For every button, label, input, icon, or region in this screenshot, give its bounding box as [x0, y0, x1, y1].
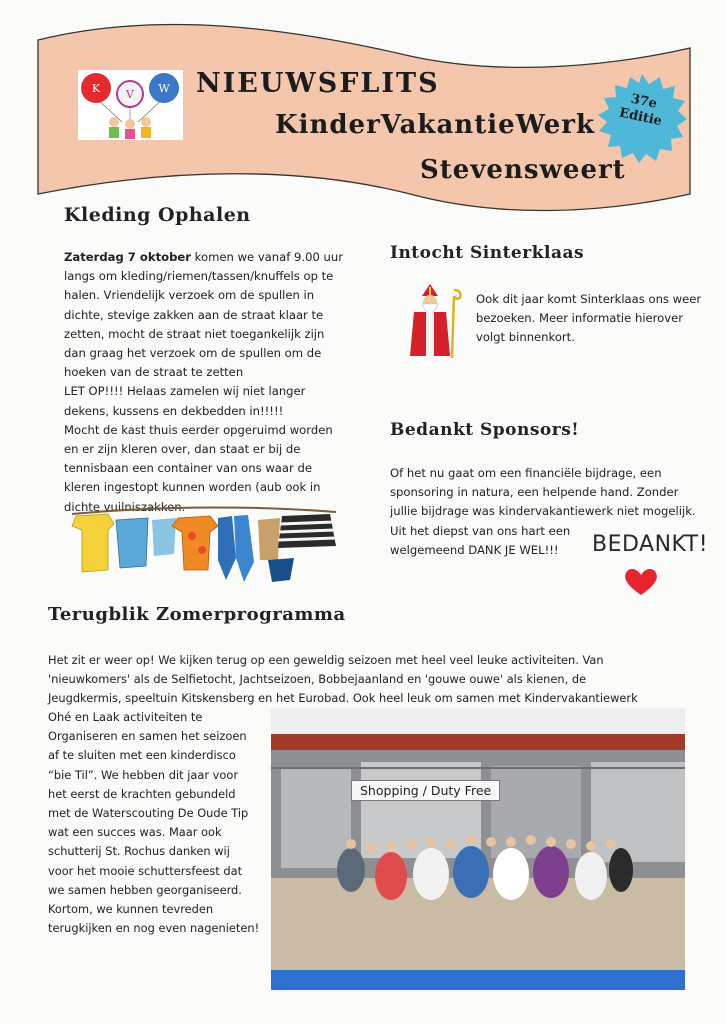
kleding-line: hoeken van de straat te zetten: [64, 365, 244, 380]
kleding-body: [64, 248, 364, 517]
edition-number: 37e: [629, 91, 659, 112]
zomer-column-line: voor het mooie schuttersfeest dat: [48, 863, 243, 878]
zomer-column-line: Organiseren en samen het seizoen: [48, 729, 247, 744]
sponsors-heading: Bedankt Sponsors!: [390, 420, 580, 440]
sinterklaas-line: bezoeken. Meer informatie hierover: [476, 311, 684, 326]
photo-sign: Shopping / Duty Free: [351, 780, 500, 801]
zomer-column-line: Ohé en Laak activiteiten te: [48, 710, 203, 724]
title-nieuwsflits: NIEUWSFLITS: [196, 68, 440, 99]
zomer-intro: [48, 651, 720, 709]
kleding-line: langs om kleding/riemen/tassen/knuffels op te: [64, 269, 334, 284]
zomer-column-line: we samen hebben georganiseerd.: [48, 882, 242, 897]
kleding-line: dan graag het verzoek om de spullen om de: [64, 346, 322, 361]
heart-icon: [622, 566, 660, 596]
kleding-line: halen. Vriendelijk verzoek om de spullen in: [64, 288, 315, 303]
zomer-intro-line: Jeugdkermis, speeltuin Kitskensberg en het Eurobad. Ook heel leuk om samen met Kindervakantiewerk: [48, 691, 638, 706]
zomer-column-line: terugkijken en nog even nagenieten!: [48, 921, 260, 936]
title-kindervakantiewerk: KinderVakantieWerk: [275, 110, 595, 140]
kleding-date: Zaterdag 7 oktober: [64, 250, 191, 264]
kleding-line-text: komen we vanaf 9.00 uur: [190, 250, 343, 264]
kleding-line: dekens, kussens en dekbedden in!!!!!: [64, 403, 284, 418]
sponsors-line: sponsoring in natura, een helpende hand. Zonder: [390, 485, 679, 500]
logo-letter-k: K: [91, 82, 101, 95]
zomer-column-line: met de Waterscouting De Oude Tip: [48, 806, 249, 821]
zomer-column: [48, 708, 270, 938]
kleding-line: dichte vuilniszakken.: [64, 499, 186, 514]
kleding-line: zetten, mocht de straat niet toegankelijk zijn: [64, 326, 325, 341]
logo-letter-w: W: [158, 82, 170, 95]
title-stevensweert: Stevensweert: [420, 155, 626, 185]
logo-letter-v: V: [126, 88, 134, 101]
sinterklaas-body: [476, 290, 716, 348]
bedankt-word: BEDANKT!: [592, 532, 709, 557]
sponsors-line: jullie bijdrage was kindervakantiewerk niet mogelijk.: [390, 504, 696, 519]
sinterklaas-line: Ook dit jaar komt Sinterklaas ons weer: [476, 292, 702, 306]
kleding-line: Mocht de kast thuis eerder opgeruimd worden: [64, 422, 333, 437]
sinterklaas-heading: Intocht Sinterklaas: [390, 243, 585, 263]
kleding-line: LET OP!!!! Helaas zamelen wij niet langer: [64, 384, 306, 399]
zomer-column-line: Kortom, we kunnen tevreden: [48, 902, 214, 917]
sponsors-line: Of het nu gaat om een financiële bijdrage, een: [390, 466, 662, 480]
sponsors-line: welgemeend DANK JE WEL!!!: [390, 542, 559, 557]
sinterklaas-icon: [404, 282, 464, 360]
sinterklaas-line: volgt binnenkort.: [476, 330, 575, 345]
kleding-line: [64, 248, 364, 267]
kleding-heading: Kleding Ophalen: [64, 204, 251, 226]
group-photo: [271, 708, 685, 990]
kleding-line: tennisbaan een container van ons waar de: [64, 461, 312, 476]
kleding-line: kleren ingestopt kunnen worden (aub ook in: [64, 480, 321, 495]
zomer-heading: Terugblik Zomerprogramma: [48, 604, 346, 625]
sponsors-line: Uit het diepst van ons hart een: [390, 523, 571, 538]
kleding-line: en er zijn kleren over, dan staat er bij de: [64, 442, 301, 457]
zomer-intro-line: 'nieuwkomers' als de Selfietocht, Jachtseizoen, Bobbejaanland en 'gouwe ouwe' als kienen, de: [48, 672, 587, 687]
edition-word: Editie: [617, 105, 664, 130]
zomer-column-line: het eerst de krachten gebundeld: [48, 786, 236, 801]
zomer-column-line: schutterij St. Rochus danken wij: [48, 844, 230, 859]
zomer-column-line: “bie Til”. We hebben dit jaar voor: [48, 767, 239, 782]
zomer-column-line: af te sluiten met een kinderdisco: [48, 748, 236, 763]
kvw-logo-icon: [78, 70, 183, 140]
kleding-line: dichte, stevige zakken aan de straat klaar te: [64, 307, 324, 322]
group-photo-image: [271, 708, 685, 990]
zomer-column-line: wat een succes was. Maar ook: [48, 825, 222, 840]
clothesline-icon: [68, 500, 340, 588]
zomer-intro-line: Het zit er weer op! We kijken terug op een geweldig seizoen met heel veel leuke activiteiten. Van: [48, 653, 604, 667]
